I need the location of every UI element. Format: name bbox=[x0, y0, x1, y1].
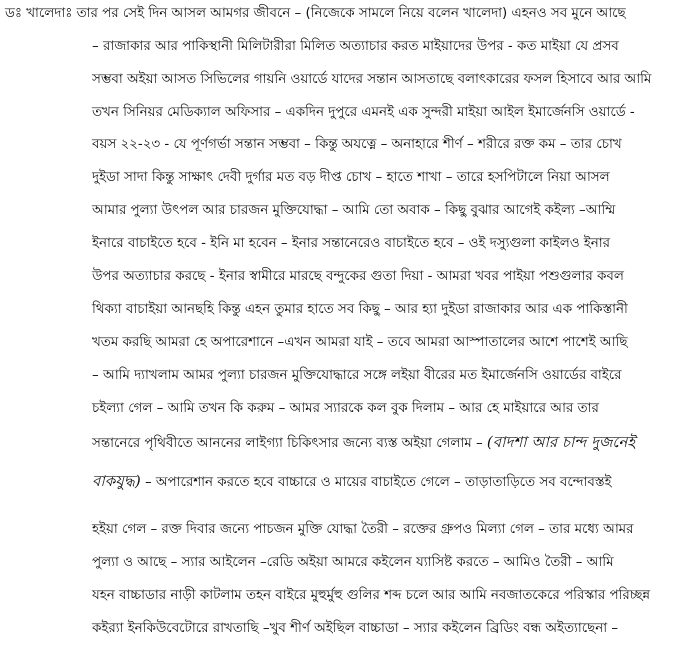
text-line: উপর অত্যাচার করছে - ইনার স্বামীরে মারছে বন্দুকের গুতা দিয়া - আমরা খবর পাইয়া পশুগুলার কবল bbox=[92, 269, 624, 284]
text-line: পুল্যা ও আছে – স্যার আইলেন –রেডি অইয়া আমরে কইলেন য্যাসিষ্ট করতে – আমিও তৈরী – আমি bbox=[92, 555, 614, 570]
text-line: খতম করছি আমরা হে অপারেশানে –এখন আমরা যাই – তবে আমরা আস্পাতালের আশে পাশেই আছি bbox=[92, 335, 628, 350]
text-line: – আমি দ্যাখলাম আমর পুল্যা চারজন মুক্তিযোদ্ধারে সঙ্গে লইয়া বীরের মত ইমার্জেনসি ওয়ার্ডের বাইরে bbox=[92, 368, 622, 383]
text-line-with-handwritten-note bbox=[92, 432, 635, 454]
text-line: যহন বাচ্চাডার নাড়ী কাটলাম তহন বাইরে মুহুর্মুহু গুলির শব্দ চলে আর আমি নবজাতকেরে পরিস্কার পরিচ্ছন্ন bbox=[92, 588, 651, 603]
text-line: কইর‍্যা ইনকিউবেটোরে রাখতাছি –খুব শীর্ণ অইছিল বাচ্চাডা – স্যার কইলেন ব্রিডিং বন্ধ অইত্যাছেনা – bbox=[92, 621, 619, 636]
text-line: বয়স ২২-২৩ - যে পূর্ণগর্ভা সন্তান সম্ভবা – কিন্তু অযত্নে – অনাহারে শীর্ণ – শরীরে রক্ত কম – তার চোখ bbox=[92, 137, 622, 152]
handwritten-annotation: বাকযুদ্ধ) bbox=[92, 472, 141, 490]
text-line: হইয়া গেল – রক্ত দিবার জন্যে পাচজন মুক্তি যোদ্ধা তৈরী – রক্তের গ্রুপও মিল্যা গেল – তার মধ্যে আমর bbox=[92, 522, 634, 537]
text-line: দুইডা সাদা কিন্তু সাক্ষাৎ দেবী দুর্গার মত বড় দীপ্ত চোখ – হাতে শাখা – তারে হসপিটালে নিয়া আসল bbox=[92, 170, 610, 185]
text-line: সম্ভবা অইয়া আসত সিভিলের গায়নি ওয়ার্ডে যাদের সন্তান আসতাছে বলাৎকারের ফসল হিসাবে আর আমি bbox=[92, 72, 652, 87]
text-line: চইল্যা গেল – আমি তখন কি করুম – আমর স্যারকে কল বুক দিলাম – আর হে মাইয়ারে আর তার bbox=[92, 401, 599, 416]
text-line: তখন সিনিয়র মেডিক্যাল অফিসার – একদিন দুপুরে এমনই এক সুন্দরী মাইয়া আইল ইমার্জেনসি ওয়ার্ডে - bbox=[92, 105, 635, 120]
handwritten-annotation: (বাদশা আর চান্দ দুজনেই bbox=[486, 433, 636, 451]
text-segment: – অপারেশান করতে হবে বাচ্চারে ও মায়ের বাচাইতে গেলে – তাড়াতাড়িতে সব বন্দোবস্তই bbox=[144, 475, 612, 490]
text-line: ইনারে বাচাইতে হবে - ইনি মা হবেন – ইনার সন্তানেরেও বাচাইতে হবে – ওই দস্যুগুলা কাইলও ইনার bbox=[92, 236, 611, 251]
text-line: থিক্যা বাচাইয়া আনছহি কিন্তু এহন তুমার হাতে সব কিছু – আর হ্যা দুইডা রাজাকার আর এক পাকিস্তানী bbox=[92, 302, 628, 317]
text-segment: সন্তানেরে পৃথিবীতে আননের লাইগ্যা চিকিৎসার জন্যে ব্যস্ত অইয়া গেলাম – bbox=[92, 436, 483, 451]
text-line-with-handwritten-note bbox=[92, 471, 611, 493]
text-line: – রাজাকার আর পাকিস্থানী মিলিটারীরা মিলিত অত্যাচার করত মাইয়াদের উপর - কত মাইয়া যে প্রসব bbox=[92, 39, 619, 54]
text-line: ডঃ খালেদাঃ তার পর সেই দিন আসল আমগর জীবনে – (নিজেকে সামলে নিয়ে বলেন খালেদা) এহনও সব মুনে আছে bbox=[5, 6, 626, 21]
text-line: আমার পুল্যা উৎপল আর চারজন মুক্তিযোদ্ধা – আমি তো অবাক – কিছু বুঝার আগেই কইল্য –আম্মি bbox=[92, 203, 616, 218]
